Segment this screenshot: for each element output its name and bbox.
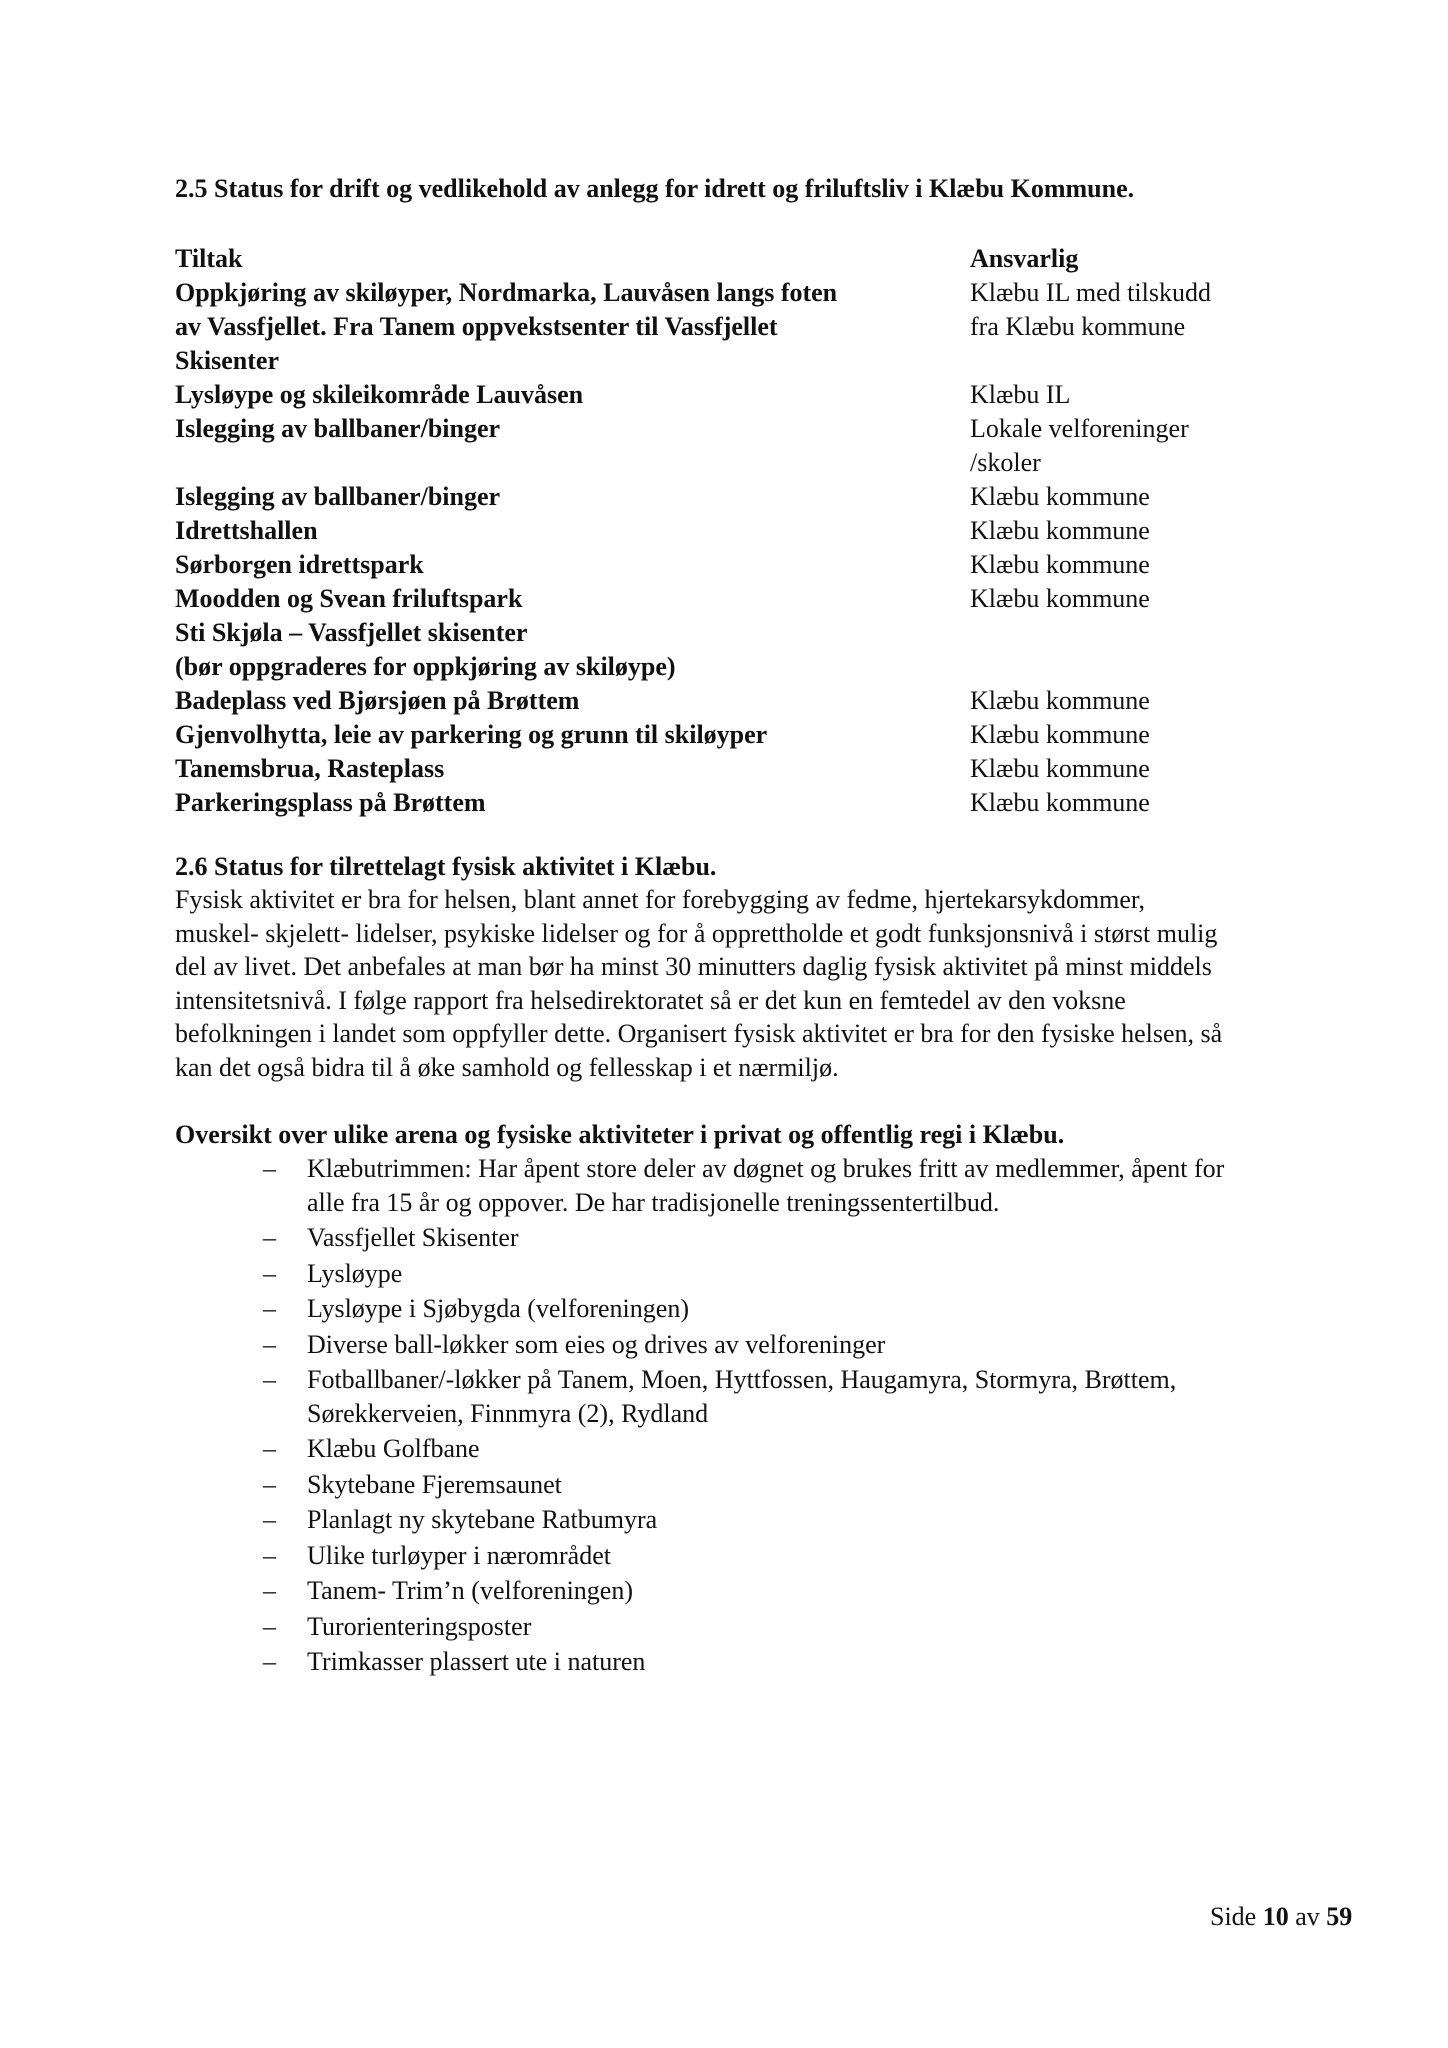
list-item [175, 1645, 1365, 1679]
table-row [175, 480, 1275, 514]
dash-bullet-icon: – [263, 1505, 276, 1534]
tiltak-cell [175, 514, 970, 548]
list-item-line: Klæbu Golfbane [307, 1434, 480, 1463]
table-header-ansvarlig: Ansvarlig [970, 244, 1079, 273]
list-item-line: Fotballbaner/-løkker på Tanem, Moen, Hyttfossen, Haugamyra, Stormyra, Brøttem, [307, 1365, 1177, 1394]
tiltak-cell [175, 378, 970, 412]
paragraph-line: muskel- skjelett- lidelser, psykiske lidelser og for å opprettholde et godt funksjonsnivå i størst mulig [175, 918, 1218, 948]
list-item-line: Planlagt ny skytebane Ratbumyra [307, 1505, 658, 1534]
list-item [175, 1468, 1365, 1502]
ansvarlig-cell [970, 786, 1275, 820]
dash-bullet-icon: – [263, 1154, 276, 1183]
list-item-line: Diverse ball-løkker som eies og drives av velforeninger [307, 1329, 886, 1359]
tiltak-line: Moodden og Svean friluftspark [175, 584, 523, 613]
list-item [175, 1152, 1365, 1219]
tiltak-cell [175, 582, 970, 616]
table-row [175, 276, 1275, 378]
tiltak-line: Skisenter [175, 346, 279, 375]
table-row [175, 718, 1275, 752]
tiltak-cell [175, 684, 970, 718]
table-row [175, 786, 1275, 820]
table-row [175, 378, 1275, 412]
tiltak-cell [175, 752, 970, 786]
tiltak-cell [175, 718, 970, 752]
tiltak-line: Oppkjøring av skiløyper, Nordmarka, Lauvåsen langs foten [175, 278, 838, 307]
list-item [175, 1292, 1365, 1326]
dash-bullet-icon: – [263, 1469, 276, 1499]
dash-bullet-icon: – [263, 1647, 276, 1676]
table-row [175, 548, 1275, 582]
ansvarlig-cell [970, 752, 1275, 786]
list-item-line: Turorienteringsposter [307, 1611, 532, 1641]
list-item-line: Skytebane Fjeremsaunet [307, 1469, 562, 1499]
paragraph-line: kan det også bidra til å øke samhold og fellesskap i et nærmiljø. [175, 1052, 839, 1082]
tiltak-line: Badeplass ved Bjørsjøen på Brøttem [175, 686, 580, 715]
tiltak-line: Islegging av ballbaner/binger [175, 482, 501, 511]
ansvarlig-line: fra Klæbu kommune [970, 312, 1186, 341]
list-item-line: Trimkasser plassert ute i naturen [307, 1647, 646, 1676]
tiltak-cell [175, 616, 970, 684]
table-header-tiltak: Tiltak [175, 244, 243, 273]
ansvarlig-cell [970, 582, 1275, 616]
paragraph-line: del av livet. Det anbefales at man bør ha minst 30 minutters daglig fysisk aktivitet på minst middels [175, 952, 1212, 981]
list-item-line: Tanem- Trim’n (velforeningen) [307, 1576, 633, 1605]
ansvarlig-line [970, 344, 1275, 378]
ansvarlig-cell [970, 616, 1275, 684]
tiltak-cell [175, 786, 970, 820]
tiltak-line: Sørborgen idrettspark [175, 550, 424, 579]
ansvarlig-cell [970, 514, 1275, 548]
paragraph-line: Fysisk aktivitet er bra for helsen, blant annet for forebygging av fedme, hjertekarsykdommer, [175, 885, 1146, 914]
ansvarlig-line: Klæbu kommune [970, 550, 1150, 579]
page-footer [1210, 1900, 1352, 1934]
table-row [175, 684, 1275, 718]
table-row [175, 514, 1275, 548]
ansvarlig-cell [970, 684, 1275, 718]
table-row [175, 412, 1275, 480]
dash-bullet-icon: – [263, 1576, 276, 1605]
dash-bullet-icon: – [263, 1329, 276, 1359]
ansvarlig-line: Klæbu kommune [970, 754, 1150, 783]
tiltak-line: Parkeringsplass på Brøttem [175, 788, 486, 817]
dash-bullet-icon: – [263, 1258, 276, 1288]
section-2-5-heading: 2.5 Status for drift og vedlikehold av anlegg for idrett og friluftsliv i Klæbu Kommune. [175, 174, 1135, 203]
table-row [175, 752, 1275, 786]
list-item [175, 1257, 1365, 1291]
ansvarlig-line [970, 650, 1275, 684]
tiltak-cell [175, 548, 970, 582]
table-row [175, 582, 1275, 616]
tiltak-cell [175, 412, 970, 480]
list-item [175, 1432, 1365, 1466]
ansvarlig-cell [970, 480, 1275, 514]
tiltak-line: Lysløype og skileikområde Lauvåsen [175, 380, 584, 409]
tiltak-line: Gjenvolhytta, leie av parkering og grunn til skiløyper [175, 720, 768, 749]
tiltak-line: Idrettshallen [175, 516, 318, 545]
list-item [175, 1610, 1365, 1644]
ansvarlig-cell [970, 718, 1275, 752]
footer-page-number: 10 [1262, 1902, 1289, 1931]
ansvarlig-line: Klæbu kommune [970, 720, 1150, 749]
overview-section [175, 1118, 1365, 1681]
paragraph-line: befolkningen i landet som oppfyller dette. Organisert fysisk aktivitet er bra for den fysiske helsen, så [175, 1019, 1223, 1048]
ansvarlig-cell [970, 548, 1275, 582]
tiltak-line: av Vassfjellet. Fra Tanem oppvekstsenter til Vassfjellet [175, 312, 778, 341]
ansvarlig-line [970, 616, 1275, 650]
section-2-6-heading: 2.6 Status for tilrettelagt fysisk aktivitet i Klæbu. [175, 852, 717, 881]
ansvarlig-line: Klæbu kommune [970, 686, 1150, 715]
dash-bullet-icon: – [263, 1434, 276, 1463]
list-item-line: Lysløype i Sjøbygda (velforeningen) [307, 1294, 689, 1323]
dash-bullet-icon: – [263, 1223, 276, 1252]
list-item-line: Lysløype [307, 1258, 403, 1288]
ansvarlig-line: Klæbu kommune [970, 584, 1150, 613]
dash-bullet-icon: – [263, 1294, 276, 1323]
ansvarlig-line: Klæbu IL [970, 380, 1071, 409]
dash-bullet-icon: – [263, 1540, 276, 1570]
ansvarlig-line: Klæbu kommune [970, 788, 1150, 817]
table-row [175, 616, 1275, 684]
table-header-row [175, 242, 1275, 276]
responsibility-table [175, 242, 1275, 820]
overview-heading: Oversikt over ulike arena og fysiske aktiviteter i privat og offentlig regi i Klæbu. [175, 1120, 1065, 1149]
ansvarlig-cell [970, 276, 1275, 378]
section-2-6 [175, 850, 1365, 1084]
tiltak-cell [175, 480, 970, 514]
ansvarlig-cell [970, 378, 1275, 412]
list-item-line: Ulike turløyper i nærområdet [307, 1540, 611, 1570]
tiltak-line: (bør oppgraderes for oppkjøring av skiløype) [175, 652, 676, 681]
ansvarlig-line: Klæbu kommune [970, 482, 1150, 511]
footer-total-pages: 59 [1326, 1902, 1353, 1931]
dash-bullet-icon: – [263, 1365, 276, 1394]
list-item [175, 1503, 1365, 1537]
list-item-line: alle fra 15 år og oppover. De har tradisjonelle treningssentertilbud. [307, 1187, 1000, 1217]
tiltak-line [175, 446, 970, 480]
list-item-line: Vassfjellet Skisenter [307, 1223, 519, 1252]
section-2-6-paragraph [175, 883, 1365, 1084]
list-item [175, 1221, 1365, 1255]
ansvarlig-cell [970, 412, 1275, 480]
tiltak-line: Sti Skjøla – Vassfjellet skisenter [175, 618, 528, 647]
list-item-line: Sørekkerveien, Finnmyra (2), Rydland [307, 1398, 709, 1428]
paragraph-line: intensitetsnivå. I følge rapport fra helsedirektoratet så er det kun en femtedel av den voksne [175, 985, 1126, 1015]
overview-list [175, 1152, 1365, 1679]
ansvarlig-line: Klæbu IL med tilskudd [970, 278, 1211, 307]
ansvarlig-line: Lokale velforeninger [970, 414, 1189, 443]
tiltak-cell [175, 276, 970, 378]
list-item [175, 1328, 1365, 1362]
table-body [175, 276, 1275, 820]
tiltak-line: Islegging av ballbaner/binger [175, 414, 501, 443]
ansvarlig-line: Klæbu kommune [970, 516, 1150, 545]
ansvarlig-line: /skoler [970, 448, 1041, 477]
footer-av-label: av [1295, 1902, 1320, 1931]
footer-side-label: Side [1210, 1902, 1257, 1931]
list-item [175, 1539, 1365, 1573]
list-item-line: Klæbutrimmen: Har åpent store deler av døgnet og brukes fritt av medlemmer, åpent for [307, 1154, 1225, 1183]
tiltak-line: Tanemsbrua, Rasteplass [175, 754, 445, 783]
dash-bullet-icon: – [263, 1611, 276, 1641]
list-item [175, 1574, 1365, 1608]
list-item [175, 1363, 1365, 1430]
